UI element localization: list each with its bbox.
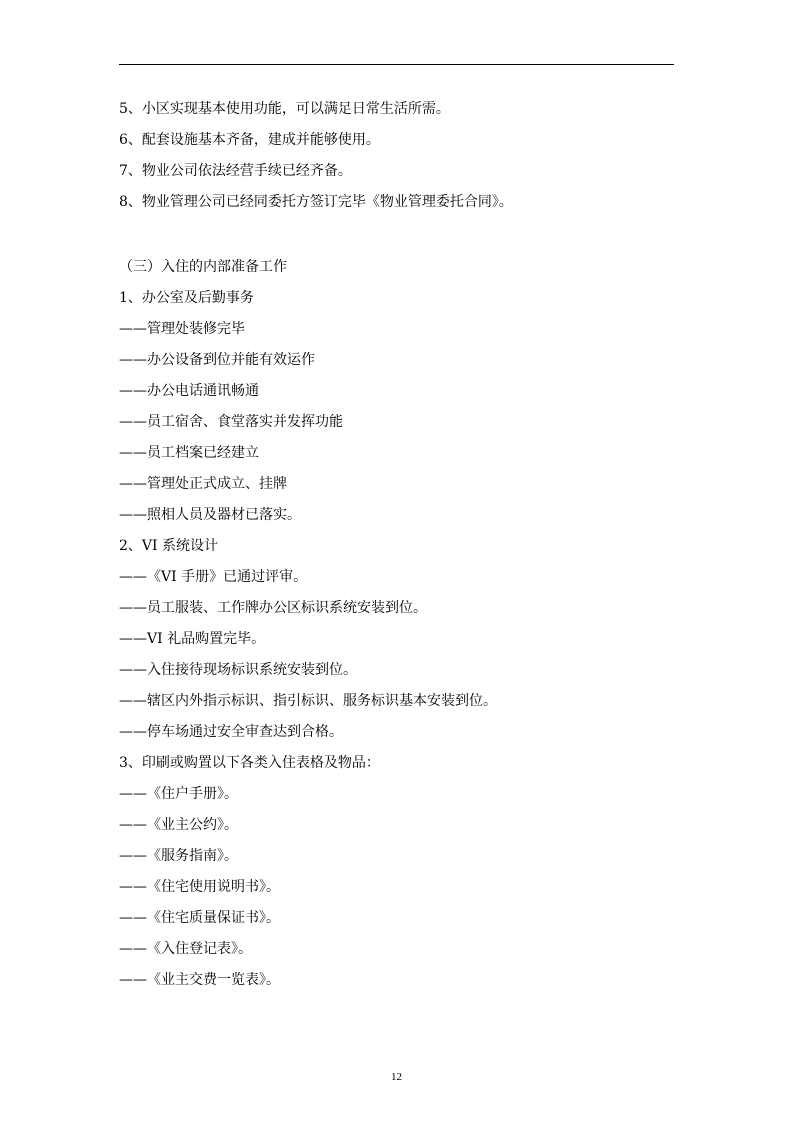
list-item: ——《业主公约》。: [119, 817, 238, 833]
list-item: ——管理处装修完毕: [119, 321, 245, 337]
list-item: ——员工服装、工作牌办公区标识系统安装到位。: [119, 600, 427, 616]
list-item: ——《业主交费一览表》。: [119, 972, 280, 988]
list-item: ——办公电话通讯畅通: [119, 383, 259, 399]
list-item: ——《住户手册》。: [119, 786, 238, 802]
list-item: ——员工档案已经建立: [119, 445, 259, 461]
page-number: 12: [391, 1071, 402, 1083]
list-item: ——《服务指南》。: [119, 848, 238, 864]
list-item: ——《住宅质量保证书》。: [119, 910, 280, 926]
list-item: 8、物业管理公司已经同委托方签订完毕《物业管理委托合同》。: [119, 194, 513, 210]
list-item: ——办公设备到位并能有效运作: [119, 352, 315, 368]
list-item: ——《入住登记表》。: [119, 941, 252, 957]
list-item: ——《住宅使用说明书》。: [119, 879, 280, 895]
list-item: ——VI 礼品购置完毕。: [119, 631, 266, 647]
subsection-heading: 2、VI 系统设计: [119, 538, 218, 554]
list-item: ——辖区内外指示标识、指引标识、服务标识基本安装到位。: [119, 693, 497, 709]
requirements-list: [119, 98, 679, 222]
list-item: 6、配套设施基本齐备，建成并能够使用。: [119, 132, 380, 148]
list-item: ——照相人员及器材已落实。: [119, 507, 301, 523]
header-rule: [119, 64, 674, 65]
list-item: ——停车场通过安全审查达到合格。: [119, 724, 343, 740]
internal-preparation-section: [119, 256, 679, 1000]
list-item: ——入住接待现场标识系统安装到位。: [119, 662, 357, 678]
subsection-heading: 3、印刷或购置以下各类入住表格及物品：: [119, 755, 380, 771]
list-item: 5、小区实现基本使用功能，可以满足日常生活所需。: [119, 101, 450, 117]
paragraph-gap: [119, 222, 679, 256]
subsection-heading: 1、办公室及后勤事务: [119, 290, 254, 306]
list-item: ——管理处正式成立、挂牌: [119, 476, 287, 492]
list-item: ——《VI 手册》已通过评审。: [119, 569, 308, 585]
list-item: ——员工宿舍、食堂落实并发挥功能: [119, 414, 343, 430]
document-body: [119, 98, 679, 1000]
section-heading: （三）入住的内部准备工作: [119, 259, 287, 275]
list-item: 7、物业公司依法经营手续已经齐备。: [119, 163, 352, 179]
